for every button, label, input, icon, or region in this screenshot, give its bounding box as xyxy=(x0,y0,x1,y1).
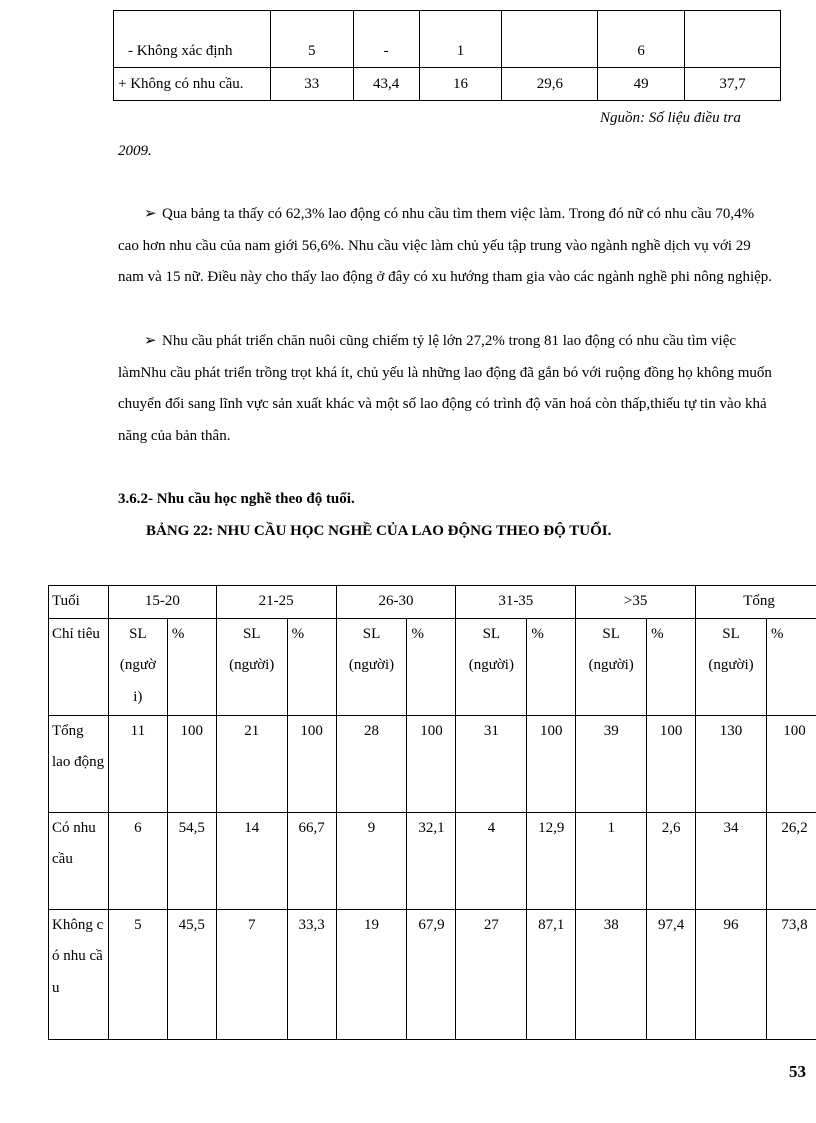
cell: 38 xyxy=(576,909,647,1039)
cell: 4 xyxy=(456,812,527,909)
cell: 37,7 xyxy=(685,68,781,101)
cell: 45,5 xyxy=(167,909,216,1039)
cell: 33,3 xyxy=(287,909,336,1039)
cell: 6 xyxy=(108,812,167,909)
cell: 100 xyxy=(407,715,456,812)
cell: 26,2 xyxy=(766,812,816,909)
pct-header: % xyxy=(167,618,216,715)
source-note: Nguồn: Số liệu điều tra xyxy=(600,110,741,126)
age-group-header: 15-20 xyxy=(108,586,216,619)
survey-table-continued xyxy=(113,10,781,101)
subheader-row xyxy=(49,618,816,715)
pct-header: % xyxy=(647,618,696,715)
cell: 97,4 xyxy=(647,909,696,1039)
table-row xyxy=(114,11,781,68)
age-training-table xyxy=(48,585,816,1040)
age-group-header: 31-35 xyxy=(456,586,576,619)
paragraph xyxy=(118,326,778,452)
cell: 6 xyxy=(598,11,685,68)
sl-header: SL (người) xyxy=(108,618,167,715)
age-group-header: Tổng xyxy=(696,586,816,619)
cell: 33 xyxy=(270,68,353,101)
paragraph-text: Qua bảng ta thấy có 62,3% lao động có nhu cầu tìm them việc làm. Trong đó nữ có nhu cầu 70,4% cao hơn nhu cầu của nam giới 56,6%. Nhu cầu việc làm chủ yếu tập trung vào ngành nghề dịch vụ với 29 nam và 15 nữ. Điều này cho thấy lao động ở đây có xu hướng tham gia vào các ngành nghề phi nông nghiệp. xyxy=(118,206,773,285)
paragraph xyxy=(118,199,778,294)
cell: 11 xyxy=(108,715,167,812)
cell xyxy=(685,11,781,68)
cell: 14 xyxy=(216,812,287,909)
row-header: Chỉ tiêu xyxy=(49,618,109,715)
section-heading: 3.6.2- Nhu cầu học nghề theo độ tuổi. xyxy=(118,491,355,507)
cell: 43,4 xyxy=(353,68,419,101)
cell: 67,9 xyxy=(407,909,456,1039)
cell xyxy=(502,11,598,68)
cell: 1 xyxy=(419,11,502,68)
row-label: - Không xác định xyxy=(114,11,271,68)
cell: 100 xyxy=(527,715,576,812)
pct-header: % xyxy=(766,618,816,715)
sl-header: SL (người) xyxy=(216,618,287,715)
cell: 5 xyxy=(108,909,167,1039)
cell: 39 xyxy=(576,715,647,812)
cell: 54,5 xyxy=(167,812,216,909)
sl-header: SL (người) xyxy=(696,618,767,715)
sl-header: SL (người) xyxy=(456,618,527,715)
cell: 9 xyxy=(336,812,407,909)
table-row xyxy=(49,812,816,909)
cell: 66,7 xyxy=(287,812,336,909)
cell: 1 xyxy=(576,812,647,909)
cell: 32,1 xyxy=(407,812,456,909)
arrow-bullet-icon: ➢ xyxy=(144,206,157,222)
cell: 87,1 xyxy=(527,909,576,1039)
cell: 29,6 xyxy=(502,68,598,101)
cell: 12,9 xyxy=(527,812,576,909)
cell: 5 xyxy=(270,11,353,68)
cell: 100 xyxy=(287,715,336,812)
cell: 31 xyxy=(456,715,527,812)
arrow-bullet-icon: ➢ xyxy=(144,333,157,349)
table-row xyxy=(49,715,816,812)
cell: 100 xyxy=(766,715,816,812)
cell: 73,8 xyxy=(766,909,816,1039)
cell: 7 xyxy=(216,909,287,1039)
cell: 96 xyxy=(696,909,767,1039)
age-group-header: 26-30 xyxy=(336,586,456,619)
cell: 16 xyxy=(419,68,502,101)
cell: 34 xyxy=(696,812,767,909)
age-group-header: >35 xyxy=(576,586,696,619)
cell: - xyxy=(353,11,419,68)
cell: 49 xyxy=(598,68,685,101)
corner-header: Tuổi xyxy=(49,586,109,619)
row-label: Không có nhu cầu xyxy=(49,909,109,1039)
cell: 27 xyxy=(456,909,527,1039)
table-caption: BẢNG 22: NHU CẦU HỌC NGHỀ CỦA LAO ĐỘNG THEO ĐỘ TUỔI. xyxy=(146,523,612,539)
source-year: 2009. xyxy=(118,143,152,159)
cell: 21 xyxy=(216,715,287,812)
pct-header: % xyxy=(527,618,576,715)
row-label: Có nhu cầu xyxy=(49,812,109,909)
header-row xyxy=(49,586,816,619)
cell: 2,6 xyxy=(647,812,696,909)
paragraph-text: Nhu cầu phát triển chăn nuôi cũng chiếm tỷ lệ lớn 27,2% trong 81 lao động có nhu cầu tìm việc làmNhu cầu phát triển trồng trọt khá ít, chủ yếu là những lao động đã gắn bó với ruộng đồng họ không muốn chuyển đổi sang lĩnh vực sản xuất khác và một số lao động có trình độ văn hoá còn thấp,thiếu tự tin vào khả năng của bản thân. xyxy=(118,333,772,444)
table-row xyxy=(49,909,816,1039)
row-label: Tổng lao động xyxy=(49,715,109,812)
sl-header: SL (người) xyxy=(576,618,647,715)
cell: 19 xyxy=(336,909,407,1039)
table-row xyxy=(114,68,781,101)
pct-header: % xyxy=(287,618,336,715)
cell: 130 xyxy=(696,715,767,812)
sl-header: SL (người) xyxy=(336,618,407,715)
page-number: 53 xyxy=(789,1062,806,1081)
age-group-header: 21-25 xyxy=(216,586,336,619)
pct-header: % xyxy=(407,618,456,715)
cell: 28 xyxy=(336,715,407,812)
row-label: + Không có nhu cầu. xyxy=(114,68,271,101)
cell: 100 xyxy=(647,715,696,812)
cell: 100 xyxy=(167,715,216,812)
